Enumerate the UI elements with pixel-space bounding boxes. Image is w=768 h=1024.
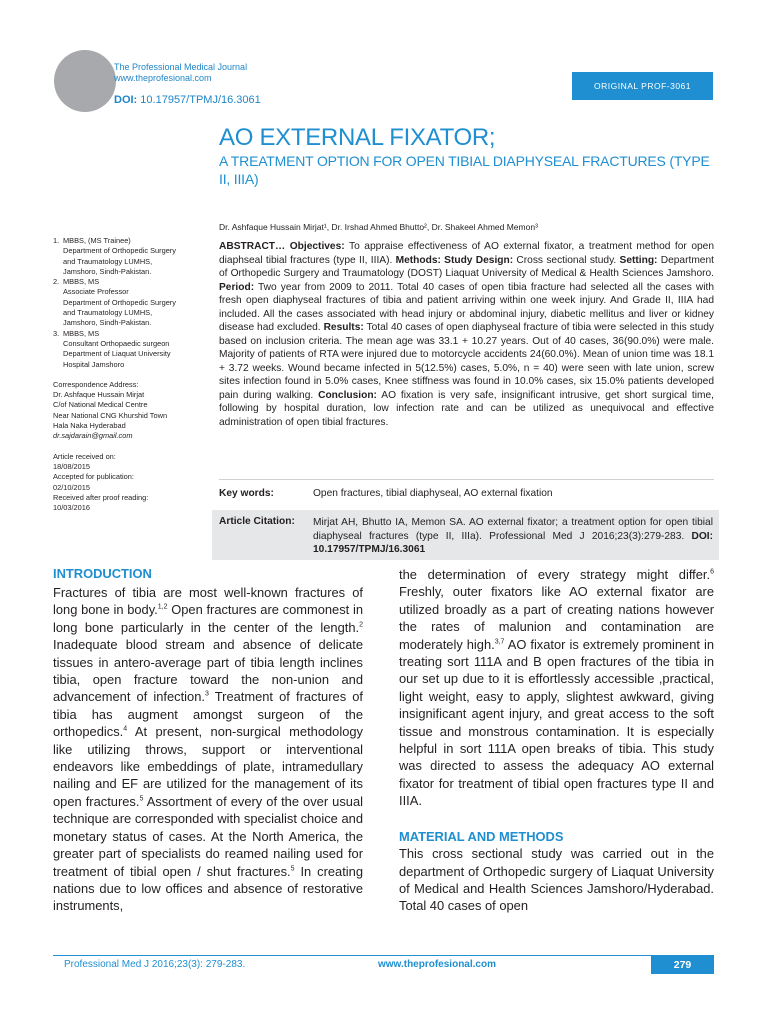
- citation-label: Article Citation:: [219, 516, 295, 527]
- journal-logo: [54, 50, 116, 112]
- article-dates: Article received on: 18/08/2015 Accepted for publication: 02/10/2015 Received after proof reading: 10/03/2016: [53, 451, 149, 513]
- doi-value: 10.17957/TPMJ/16.3061: [140, 94, 261, 106]
- article-title: AO EXTERNAL FIXATOR;: [219, 124, 496, 151]
- journal-url-link[interactable]: www.theprofesional.com: [114, 73, 212, 83]
- keywords-value: Open fractures, tibial diaphyseal, AO external fixation: [313, 488, 553, 499]
- affiliation-1: 1. MBBS, (MS Trainee) Department of Orthopedic Surgery and Traumatology LUMHS, Jamshoro, Sindh-Pakistan.: [53, 236, 176, 276]
- author-list: Dr. Ashfaque Hussain Mirjat¹, Dr. Irshad Ahmed Bhutto², Dr. Shakeel Ahmed Memon³: [219, 222, 538, 232]
- footer-url-link[interactable]: www.theprofesional.com: [378, 959, 496, 970]
- section-heading-introduction: INTRODUCTION: [53, 566, 152, 581]
- affiliation-2: 2. MBBS, MS Associate Professor Department of Orthopedic Surgery and Traumatology LUMHS, Jamshoro, Sindh-Pakistan.: [53, 277, 176, 328]
- methods-text: This cross sectional study was carried out in the department of Orthopedic surgery of Liaquat University of Medical and Health Sciences Jamshoro/Hyderabad. Total 40 cases of open: [399, 846, 714, 914]
- correspondence-email[interactable]: dr.sajdarain@gmail.com: [53, 431, 133, 441]
- doi-label: DOI:: [114, 94, 138, 106]
- footer-divider: [53, 955, 714, 956]
- introduction-text: Fractures of tibia are most well-known fractures of long bone in body.$^{1,2}$ Open fractures are commonest in long bone particularly in the center of the length.$^2$ Inadequate blood stream and absence of delicate tissues in antero-average part of tibia length inclines tibia, open fracture toward the non-union and advancement of infection.$^3$ Treatment of fractures of tibia has augment amongst surgeon of the orthopedics.$^4$ At present, non-surgical methodology like utilizing throws, support or interventional endeavors like embeddings of plate, intramedullary nailing and EF are utilized for the management of its open fractures.$^5$ Assortment of every of the over usual technique are corresponded with specialist choice and monetary status of cases. At the North America, the greater part of specialists do reamed nailing used for treatment of tibial open / shut fractures.$^5$ In creating nations due to low offices and absence of restorative instruments,: [53, 585, 363, 914]
- affiliation-3: 3. MBBS, MS Consultant Orthopaedic surgeon Department of Liaquat University Hospital Jamshoro: [53, 328, 171, 369]
- keywords-label: Key words:: [219, 488, 274, 499]
- keywords-row: [219, 488, 714, 499]
- journal-name: The Professional Medical Journal: [114, 62, 248, 72]
- article-subtitle: A TREATMENT OPTION FOR OPEN TIBIAL DIAPHYSEAL FRACTURES (TYPE II, IIIA): [219, 153, 710, 187]
- header-doi[interactable]: [114, 94, 261, 106]
- divider-keywords-top: [219, 479, 714, 480]
- citation-text: Mirjat AH, Bhutto IA, Memon SA. AO external fixator; a treatment option for open tibial diaphyseal fractures (type II, IIIa). Professional Med J 2016;23(3):279-283. DOI: 10.17957/TPMJ/16.3061: [313, 517, 713, 555]
- section-heading-methods: MATERIAL AND METHODS: [399, 828, 564, 844]
- abstract: ABSTRACT… Objectives: To appraise effectiveness of AO external fixator, a treatment method for open diaphseal tibial fractures (type II, IIIA). Methods: Study Design: Cross sectional study. Setting: Department of Orthopedic Surgery and Traumatology (DOST) Liaquat University of Medical & Health Sciences Jamshoro. Period: Two year from 2009 to 2011. Total 40 cases of open tibia fracture had selected all the cases with fresh open diaphyseal fractures of tibia and patient arriving within one week injury. And Grade II, IIIA had included. All the cases associated with head injury or abdominal injury, diabetic mellitus and liver or kidney disease had excluded. Results: Total 40 cases of open diaphyseal fracture of tibia were selected in this study based on inclusion criteria. The mean age was 33.1 + 10.27 years. Out of 40 cases, 36(90.0%) were male. Majority of patients of RTA were injured due to motorcycle accidents 24(60.0%). Mean of union time was 18.1 + 3.72 weeks. Wound became infected in 5(12.5%) cases, 5.0%, n = 40) were seen with late union, screw sites infection found in 5.0% cases, Knee stiffness was found in 10.0% cases, six 15.0% patients developed pain during walking. Conclusion: AO fixation is very safe, insignificant intrusive, get short surgical time, following by hospital duration, low infection rate and can be utilized as unequivocal and effective administration of open tibial fractures.: [219, 241, 715, 428]
- correspondence-address: Correspondence Address: Dr. Ashfaque Hussain Mirjat C/of National Medical Centre Near National CNG Khurshid Town Hala Naka Hyderabad dr.sajdarain@gmail.com: [53, 380, 213, 442]
- article-type-badge: ORIGINAL PROF-3061: [572, 72, 713, 100]
- page-number: 279: [651, 956, 714, 974]
- footer-citation: Professional Med J 2016;23(3): 279-283.: [64, 959, 246, 970]
- introduction-continued: the determination of every strategy might differ.$^6$ Freshly, outer fixators like AO external fixator are utilized broadly as a part of creating nations however the rates of malunion and contamination are moderately high.$^{3,7}$ AO fixator is extremely prominent in treating sort 111A and B open fractures of the tibia in our set up due to it is effortlessly accessible ,practical, light weight, easy to apply, slightest awkward, giving insignificant agent injury, and great access to the soft tissue and monstrous contamination. It is especially helpful in sort 111A open breaks of tibia. This study was directed to assess the adequacy AO external fixator for treatment of tibial open fractures type II and IIIA.: [399, 567, 714, 809]
- right-column-text: [399, 566, 714, 915]
- affiliations-sidebar: [53, 236, 213, 513]
